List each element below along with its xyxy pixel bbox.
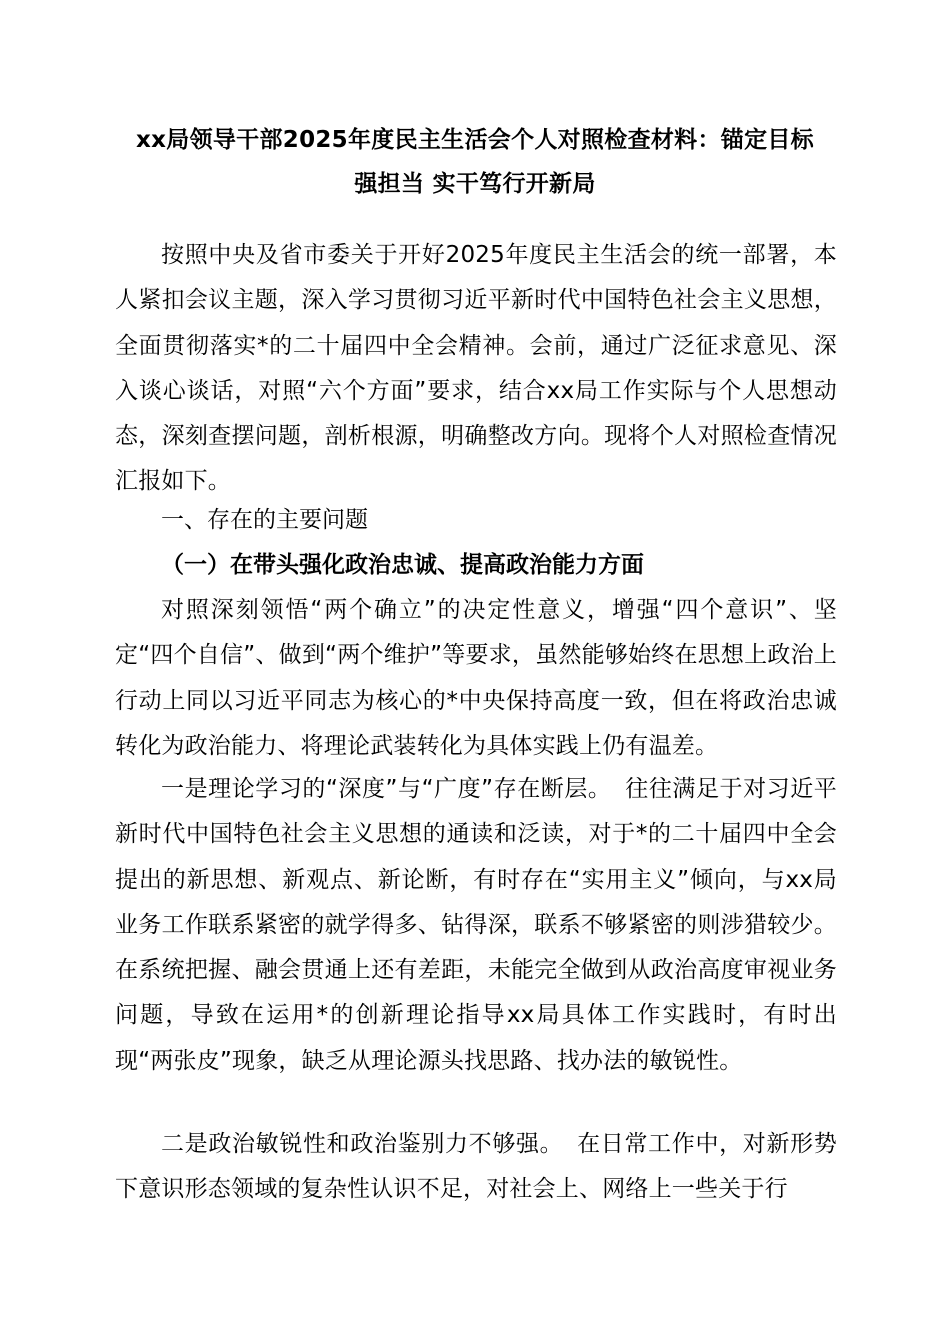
section-heading-problems: 一、存在的主要问题 bbox=[161, 507, 368, 533]
document-title-line-2: 强担当 实干笃行开新局 bbox=[354, 171, 596, 197]
intro-paragraph: 按照中央及省市委关于开好2025年度民主生活会的统一部署，本人紧扣会议主题，深入学习贯彻习近平新时代中国特色社会主义思想，全面贯彻落实*的二十届四中全会精神。会前，通过广泛征求意见、深入谈心谈话，对照“六个方面”要求，结合xx局工作实际与个人思想动态，深刻查摆问题，剖析根源，明确整改方向。现将个人对照检查情况汇报如下。 bbox=[115, 242, 837, 495]
point-1-paragraph bbox=[115, 767, 837, 1084]
point-2-lead: 二是政治敏锐性和政治鉴别力不够强。 bbox=[161, 1131, 564, 1157]
point-2-body: 在日常工作中，对新形势下意识形态领域的复杂性认识不足，对社会上、网络上一些关于行 bbox=[115, 1131, 838, 1203]
document-title-line-1: xx局领导干部2025年度民主生活会个人对照检查材料：锚定目标 bbox=[136, 127, 814, 153]
point-1-body: 往往满足于对习近平新时代中国特色社会主义思想的通读和泛读，对于*的二十届四中全会提出的新思想、新观点、新论断，有时存在“实用主义”倾向，与xx局业务工作联系紧密的就学得多、钻得深，联系不够紧密的则涉猎较少。在系统把握、融会贯通上还有差距，未能完全做到从政治高度审视业务问题，导致在运用*的创新理论指导xx局具体工作实践时，有时出现“两张皮”现象，缺乏从理论源头找思路、找办法的敏锐性。 bbox=[115, 776, 837, 1074]
subsection-intro-paragraph: 对照深刻领悟“两个确立”的决定性意义，增强“四个意识”、坚定“四个自信”、做到“两个维护”等要求，虽然能够始终在思想上政治上行动上同以习近平同志为核心的*中央保持高度一致，但在将政治忠诚转化为政治能力、将理论武装转化为具体实践上仍有温差。 bbox=[115, 597, 837, 759]
point-2-paragraph bbox=[115, 1122, 837, 1213]
point-1-lead: 一是理论学习的“深度”与“广度”存在断层。 bbox=[161, 776, 612, 802]
subsection-heading-political-loyalty: （一）在带头强化政治忠诚、提高政治能力方面 bbox=[161, 552, 644, 578]
